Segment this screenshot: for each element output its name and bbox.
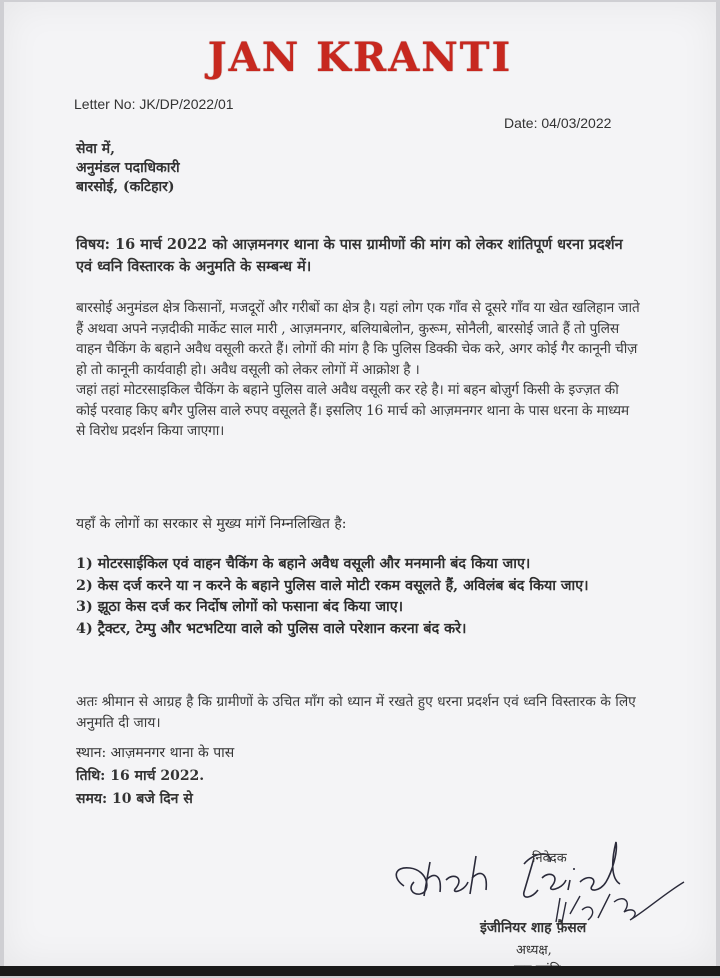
letterhead-title: JAN KRANTI [207,34,513,81]
body-paragraph: बारसोई अनुमंडल क्षेत्र किसानों, मजदूरों और गरीबों का क्षेत्र है। यहां लोग एक गाँव से दूसरे गाँव या खेत खलिहान जाते हैं अथवा अपने नज़दीकी मार्केट साल मारी , आज़मनगर, बलियाबेलोन, कुरूम, सोनैली, बारसोई जाते हैं तो पुलिस वाहन चैकिंग के बहाने अवैध वसूली करते हैं। लोगों की मांग है कि पुलिस डिक्की चेक करे, अगर कोई गैर कानूनी चीज़ हो तो कानूनी कार्यवाही हो। अवैध वसूली को लेकर लोगों में आक्रोश है । [76,300,640,378]
addressee-block [76,140,180,197]
letter-paper [4,2,716,966]
addressee-line: बारसोई, (कटिहार) [76,179,175,195]
letter-number: Letter No: JK/DP/2022/01 [74,96,234,112]
demands-list [76,554,636,640]
event-details [76,742,234,811]
event-time: समय: 10 बजे दिन से [76,791,193,807]
body-text [76,298,642,442]
addressee-line: अनुमंडल पदाधिकारी [76,160,180,176]
handwritten-signature [384,822,704,932]
subject-line: विषय: 16 मार्च 2022 को आज़मनगर थाना के पास ग्रामीणों की मांग को लेकर शांतिपूर्ण धरना प्रदर्शन एवं ध्वनि विस्तारक के अनुमति के सम्बन्ध में। [76,236,623,275]
letter-date: Date: 04/03/2022 [504,115,612,131]
signer-role: अध्यक्ष, [516,943,552,958]
addressee-line: सेवा में, [76,141,115,157]
demands-intro: यहाँ के लोगों का सरकार से मुख्य मांगें निम्नलिखित है: [76,516,347,532]
body-paragraph: जहां तहां मोटरसाइकिल चैकिंग के बहाने पुलिस वाले अवैध वसूली कर रहे है। मां बहन बोज़ुर्ग किसी के इज्ज़त की कोई परवाह किए बगैर पुलिस वाले रुपए वसूलते हैं। इसलिए 16 मार्च को आज़मनगर थाना के पास धरना के माध्यम से विरोध प्रदर्शन किया जाएगा। [76,382,629,439]
demand-item: 4) ट्रैक्टर, टेम्पु और भटभटिया वाले को पुलिस वाले परेशान करना बंद करे। [76,620,467,637]
event-date: तिथि: 16 मार्च 2022. [76,768,205,784]
signer-name: इंजीनियर शाह फ़ैसल [480,920,587,936]
bottom-edge-bar [0,966,720,976]
event-place: स्थान: आज़मनगर थाना के पास [76,745,235,761]
signature-label: निवेदक [532,851,567,866]
demand-item: 3) झूठा केस दर्ज कर निर्दोष लोगों को फसाना बंद किया जाए। [76,599,404,615]
demand-item: 2) केस दर्ज करने या न करने के बहाने पुलिस वाले मोटी रकम वसूलते हैं, अविलंब बंद किया जाए। [76,577,589,594]
signature-block [384,822,704,962]
demand-item: 1) मोटरसाईकिल एवं वाहन चैकिंग के बहाने अवैध वसूली और मनमानी बंद किया जाए। [76,556,531,572]
closing-request: अतः श्रीमान से आग्रह है कि ग्रामीणों के उचित माँग को ध्यान में रखते हुए धरना प्रदर्शन एवं ध्वनि विस्तारक के लिए अनुमति दी जाय। [76,694,636,731]
